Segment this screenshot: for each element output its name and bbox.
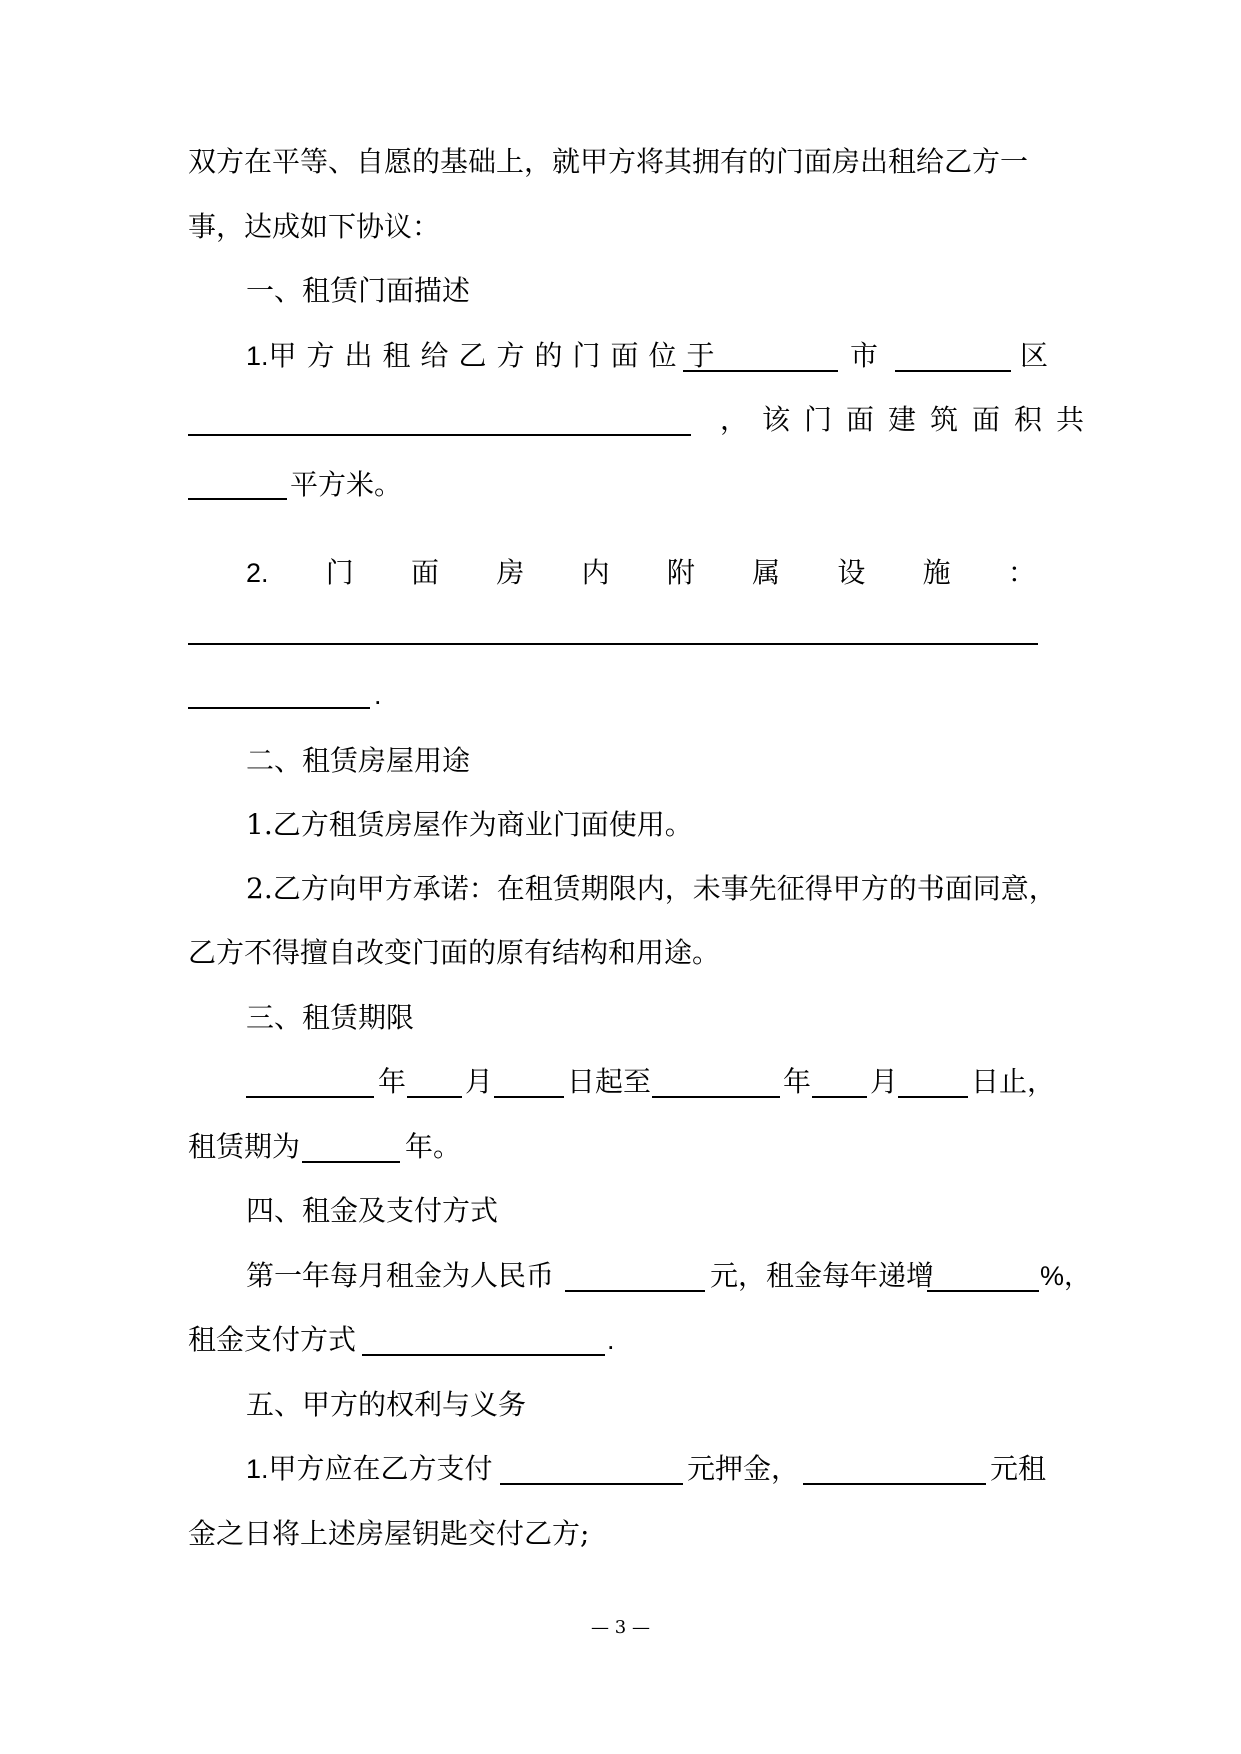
label-month: 月: [465, 1065, 494, 1098]
fill-blank-start-day: [494, 1096, 564, 1098]
section-3-heading: 三、租赁期限: [246, 1001, 415, 1034]
intro-line-1: 双方在平等、自愿的基础上，就甲方将其拥有的门面房出租给乙方一: [188, 145, 1029, 178]
section-1-heading: 一、租赁门面描述: [246, 274, 471, 307]
period: .: [374, 680, 382, 710]
spaced-char: 内: [581, 556, 610, 589]
section-4-heading: 四、租金及支付方式: [246, 1194, 499, 1227]
label-month: 月: [870, 1065, 899, 1098]
s5-clause-1-line-1: [246, 1449, 493, 1489]
fill-blank-rent: [803, 1483, 986, 1485]
spaced-char: 施: [922, 556, 951, 589]
clause-number: 1.: [246, 341, 269, 371]
fill-blank-monthly-rent: [565, 1290, 705, 1292]
label-rent: 元租: [990, 1452, 1047, 1485]
clause-text: 甲方应在乙方支付: [268, 1452, 493, 1485]
fill-blank-end-year: [652, 1096, 780, 1098]
fill-blank-area: [188, 498, 287, 500]
label-percent: %，: [1040, 1261, 1092, 1291]
label-payment-method: 租金支付方式: [188, 1323, 357, 1356]
s2-clause-2-line-2: 乙方不得擅自改变门面的原有结构和用途。: [188, 936, 721, 969]
s1-clause-2-line-1: [246, 553, 1036, 593]
label-area-unit: 平方米。: [290, 468, 403, 501]
s1-clause-1-line-1: [246, 336, 725, 376]
clause-text: 甲方出租给乙方的门面位于: [268, 339, 725, 372]
spaced-char: 设: [837, 556, 866, 589]
fill-blank-deposit: [500, 1483, 683, 1485]
label-annual-increase: 元，租金每年递增: [710, 1259, 935, 1292]
spaced-char: ：: [1007, 556, 1036, 589]
period: .: [607, 1325, 615, 1355]
clause-number: 2.: [246, 558, 269, 588]
fill-blank-address: [188, 434, 691, 436]
s2-clause-2-line-1: 2.乙方向甲方承诺：在租赁期限内，未事先征得甲方的书面同意，: [246, 872, 1057, 905]
s5-clause-1-line-2: 金之日将上述房屋钥匙交付乙方;: [188, 1517, 590, 1550]
spaced-char: 面: [411, 556, 440, 589]
fill-blank-start-month: [407, 1096, 462, 1098]
intro-line-2: 事，达成如下协议：: [188, 210, 441, 243]
fill-blank-facilities-1: [188, 643, 1038, 645]
s2-clause-1: 1.乙方租赁房屋作为商业门面使用。: [246, 808, 693, 841]
fill-blank-facilities-2: [188, 707, 370, 709]
spaced-char: 门: [325, 556, 354, 589]
fill-blank-city: [683, 370, 838, 372]
fill-blank-start-year: [246, 1096, 374, 1098]
label-district: 区: [1020, 339, 1049, 372]
fill-blank-end-day: [898, 1096, 968, 1098]
fill-blank-increase-rate: [927, 1290, 1039, 1292]
label-monthly-rent: 第一年每月租金为人民币: [246, 1259, 555, 1292]
label-year: 年: [378, 1065, 407, 1098]
section-2-heading: 二、租赁房屋用途: [246, 744, 471, 777]
label-year: 年: [783, 1065, 812, 1098]
label-deposit: 元押金，: [687, 1452, 800, 1485]
spaced-char: 属: [752, 556, 781, 589]
fill-blank-end-month: [812, 1096, 867, 1098]
label-city: 市: [850, 339, 879, 372]
label-day-to: 日止，: [971, 1065, 1056, 1098]
label-term: 租赁期为: [188, 1130, 301, 1163]
fill-blank-district: [895, 370, 1011, 372]
fill-blank-term: [302, 1161, 400, 1163]
spaced-char: 附: [666, 556, 695, 589]
s1-clause-1-line-2: ，该门面建筑面积共: [720, 403, 1099, 436]
fill-blank-payment-method: [362, 1354, 605, 1356]
page-number: — 3 —: [591, 1617, 650, 1638]
spaced-char: 房: [496, 556, 525, 589]
label-term-unit: 年。: [405, 1130, 462, 1163]
clause-number: 1.: [246, 1454, 269, 1484]
section-5-heading: 五、甲方的权利与义务: [246, 1388, 527, 1421]
label-day-from: 日起至: [567, 1065, 652, 1098]
